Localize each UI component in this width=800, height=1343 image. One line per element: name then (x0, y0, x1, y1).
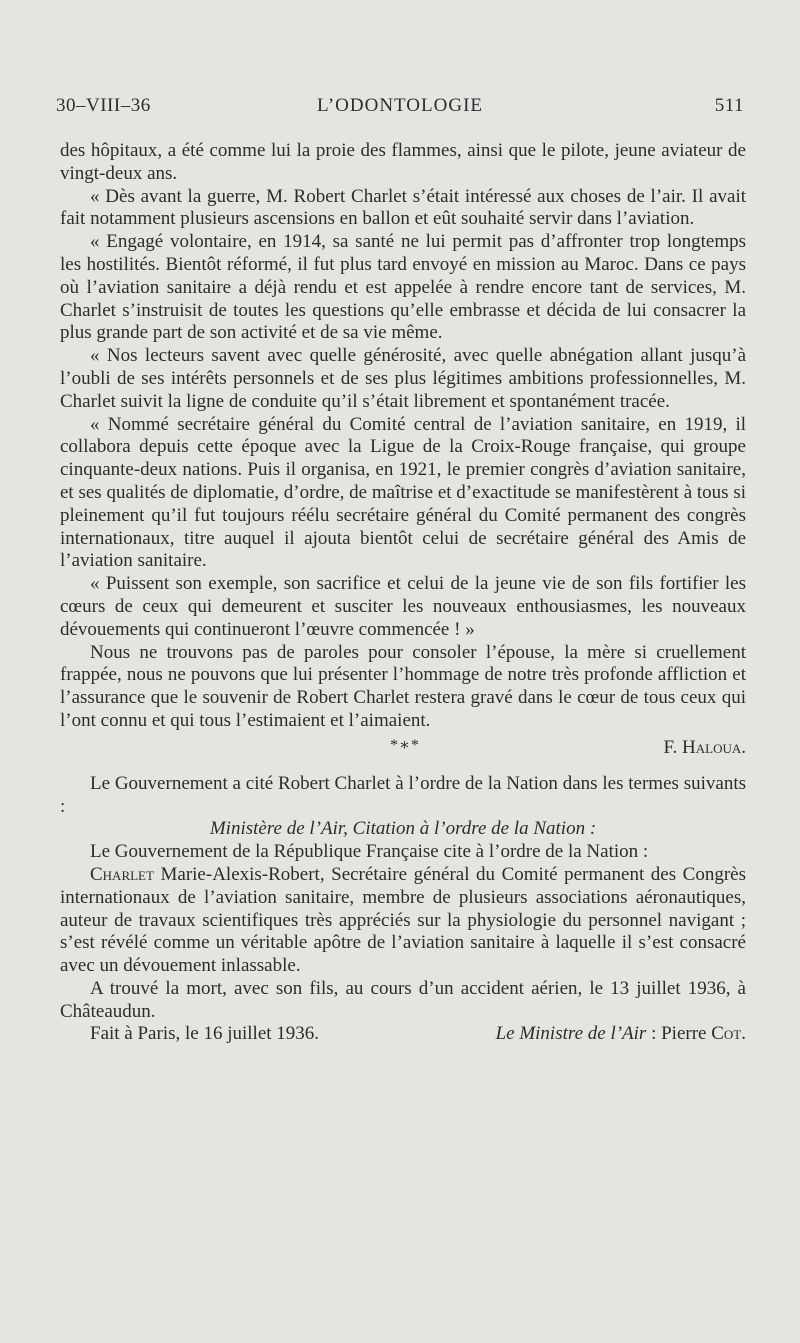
paragraph: « Puissent son exemple, son sacrifice et celui de la jeune vie de son fils fortifier les cœurs de ceux qui demeurent et susciter les nouveaux enthousiasmes, les nouveaux dévouements qui continueront l’œuvre commencée ! » (60, 573, 746, 640)
paragraph: « Nos lecteurs savent avec quelle générosité, avec quelle abnégation allant jusqu’à l’oubli de ses intérêts personnels et de ses plus légitimes ambitions professionnelles, M. Charlet suivit la ligne de conduite qu’il s’était librement et spontanément tracée. (60, 345, 746, 412)
signature-row (60, 733, 746, 761)
header-page-number: 511 (714, 95, 744, 116)
paragraph: « Dès avant la guerre, M. Robert Charlet s’était intéressé aux choses de l’air. Il avait fait notamment plusieurs ascensions en ballon et eût souhaité servir dans l’aviation. (60, 185, 746, 230)
citation-heading: Ministère de l’Air, Citation à l’ordre de la Nation : (209, 818, 597, 840)
paragraph: « Nommé secrétaire général du Comité central de l’aviation sanitaire, en 1919, il collabora depuis cette époque avec la Ligue de la Croix-Rouge française, qui groupe cinquante-deux nations. Puis il organisa, en 1921, le premier congrès d’aviation sanitaire, et ses qualités de diplomatie, d’ordre, de maîtrise et d’exactitude se manifestèrent à tous si pleinement qu’il fut toujours réélu secrétaire général du Comité permanent des congrès internationaux, titre auquel il ajouta bientôt celui de secrétaire général des Amis de l’aviation sanitaire. (60, 413, 746, 572)
author-signature: F. Haloua. (663, 736, 746, 758)
citation-intro: Le Gouvernement a cité Robert Charlet à l’ordre de la Nation dans les termes suivants : (60, 772, 746, 817)
citation-death: A trouvé la mort, avec son fils, au cours d’un accident aérien, le 13 juillet 1936, à Châteaudun. (60, 977, 746, 1022)
header-journal-title: L’ODONTOLOGIE (316, 95, 484, 116)
paragraph: Nous ne trouvons pas de paroles pour consoler l’épouse, la mère si cruellement frappée, nous ne pouvons que lui présenter l’hommage de notre très profonde affliction et l’assurance que le souvenir de Robert Charlet restera gravé dans le cœur de tous ceux qui l’ont connu et qui tous l’estimaient et l’aimaient. (60, 641, 746, 731)
header-date: 30–VIII–36 (56, 95, 151, 116)
minister-signature (496, 1023, 746, 1046)
minister-sep: : Pierre (646, 1023, 712, 1045)
citation-text (60, 864, 746, 978)
place-date: Fait à Paris, le 16 juillet 1936. (90, 1023, 320, 1045)
paragraph: « Engagé volontaire, en 1914, sa santé ne lui permit pas d’affronter trop longtemps les hostilités. Bientôt réformé, il fut plus tard envoyé en mission au Maroc. Dans ce pays où l’aviation sanitaire a déjà rendu et est appelée à rendre encore tant de services, M. Charlet s’instruisit de toutes les questions qu’elle embrasse et décida de lui consacrer la plus grande part de son activité et de sa vie même. (60, 231, 746, 344)
paragraph: des hôpitaux, a été comme lui la proie des flammes, ainsi que le pilote, jeune aviateur de vingt-deux ans. (60, 140, 746, 184)
article-body (60, 140, 746, 1047)
citation-decree: Le Gouvernement de la République Française cite à l’ordre de la Nation : (90, 841, 649, 863)
running-header (56, 95, 744, 125)
citation-body: Marie-Alexis-Robert, Secrétaire général du Comité permanent des Congrès internationaux de l’aviation sanitaire, membre de plusieurs associations aéronautiques, auteur de travaux scientifiques très appréciés sur la physiologie du personnel navigant ; s’est révélé comme un véritable apôtre de l’aviation sanitaire à laquelle il s’est consacré avec un dévouement inlassable. (60, 863, 746, 977)
citation-name: Charlet (90, 863, 154, 885)
closing-row (60, 1023, 746, 1047)
minister-name: Cot. (711, 1023, 746, 1045)
minister-label: Le Ministre de l’Air (495, 1023, 647, 1045)
asterism: *∗* (390, 736, 420, 754)
